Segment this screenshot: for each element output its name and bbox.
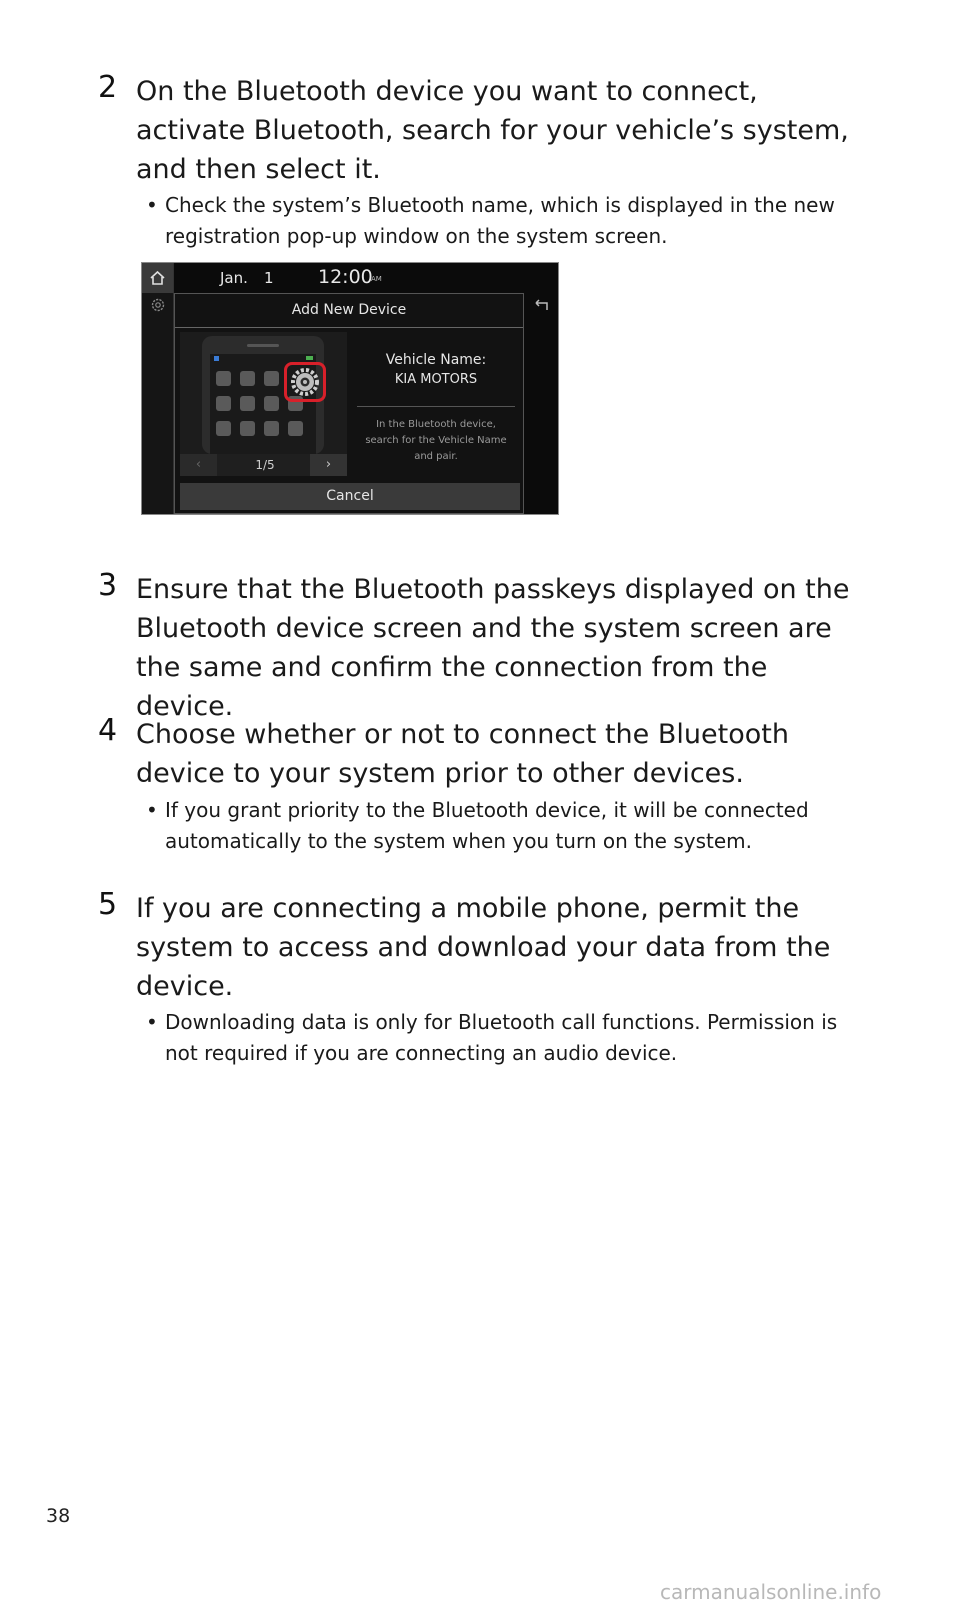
right-bar [525,293,558,514]
bullet-dot: • [146,1010,158,1034]
dialog-title: Add New Device [175,294,523,328]
pager [180,454,347,476]
bullet-text: Downloading data is only for Bluetooth call functions. Permission is not required if you are connecting an audio device. [165,1010,838,1065]
home-button[interactable] [142,263,173,293]
prev-page-button[interactable] [180,454,217,476]
divider [357,406,515,407]
bullet-dot: • [146,193,158,217]
step-number: 4 [98,713,118,748]
cancel-button[interactable]: Cancel [180,483,520,510]
add-device-dialog [174,293,524,514]
instruction-line-3: and pair. [414,451,458,462]
page-indicator: 1/5 [255,458,275,472]
clock-time: 12:00 [318,266,373,288]
back-icon[interactable] [533,297,551,313]
clock-ampm: AM [371,275,382,283]
bullet-text: Check the system’s Bluetooth name, which is displayed in the new registration pop-up window on the system screen. [165,193,835,248]
bullet-text: If you grant priority to the Bluetooth device, it will be connected automatically to the system when you turn on the system. [165,798,809,853]
step-text: Ensure that the Bluetooth passkeys displayed on the Bluetooth device screen and the system screen are the same and confirm the connection from the device. [136,574,850,722]
settings-highlight [284,362,326,402]
watermark: carmanualsonline.info [660,1580,882,1604]
vehicle-name-value: KIA MOTORS [394,372,478,387]
step-number: 5 [98,887,118,922]
page-number: 38 [46,1505,71,1527]
step-text: On the Bluetooth device you want to connect, activate Bluetooth, search for your vehicle’s system, and then select it. [136,76,849,185]
bullet-dot: • [146,798,158,822]
day-label: 1 [264,269,274,287]
step-number: 2 [98,70,118,105]
chevron-left-icon: ‹ [195,457,202,472]
instruction-line-2: search for the Vehicle Name [365,435,507,446]
chevron-right-icon: › [325,457,332,472]
step-text: If you are connecting a mobile phone, permit the system to access and download your data from the device. [136,893,831,1002]
left-sidebar [142,263,174,514]
settings-icon[interactable] [149,296,167,314]
step-text: Choose whether or not to connect the Bluetooth device to your system prior to other devices. [136,719,789,789]
gear-icon [290,367,320,397]
system-screen-illustration [141,262,559,515]
step-number: 3 [98,568,118,603]
date-label: Jan. [220,269,248,287]
home-icon [142,263,173,293]
instruction-line-1: In the Bluetooth device, [376,419,496,430]
next-page-button[interactable] [310,454,347,476]
vehicle-name-label: Vehicle Name: [385,352,487,368]
